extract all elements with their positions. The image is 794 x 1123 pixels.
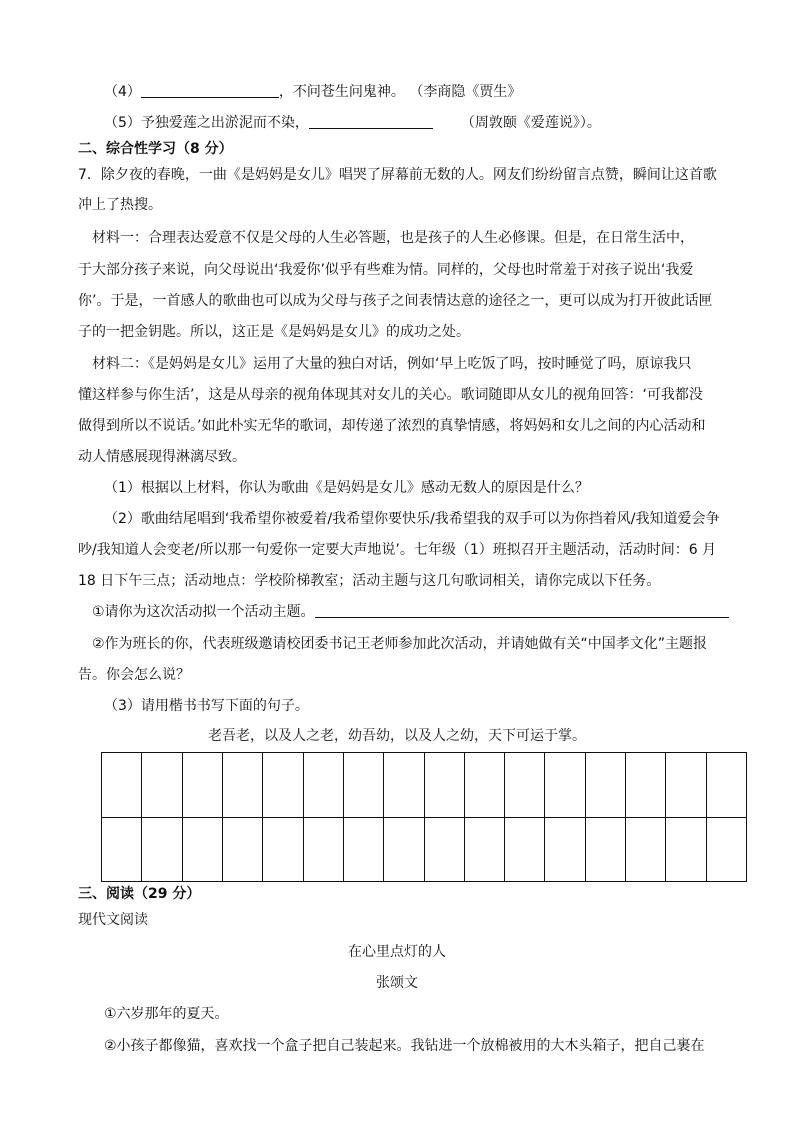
grid-cell[interactable]	[343, 818, 383, 882]
section-2-heading: 二、综合性学习（8 分）	[78, 141, 233, 157]
task-1	[92, 602, 729, 622]
writing-grid-row	[102, 817, 746, 882]
q7-stem-line-1: 7．除夕夜的春晚，一曲《是妈妈是女儿》唱哭了屏幕前无数的人。网友们纷纷留言点赞，瞬间让这首歌	[78, 167, 717, 183]
grid-cell[interactable]	[141, 753, 181, 817]
grid-cell[interactable]	[343, 753, 383, 817]
q5-answer-blank[interactable]	[309, 114, 433, 129]
grid-cell[interactable]	[262, 753, 302, 817]
q5-source: （周敦颐《爱莲说》）。	[460, 115, 601, 131]
grid-cell[interactable]	[665, 753, 705, 817]
grid-cell[interactable]	[182, 818, 222, 882]
task-1-text: ①请你为这次活动拟一个活动主题。	[92, 604, 315, 620]
grid-cell[interactable]	[303, 818, 343, 882]
grid-cell[interactable]	[544, 753, 584, 817]
grid-cell[interactable]	[585, 753, 625, 817]
q5-text: （5）予独爱莲之出淤泥而不染，	[104, 115, 309, 131]
article-title: 在心里点灯的人	[348, 944, 446, 960]
grid-cell[interactable]	[262, 818, 302, 882]
material-2-line-1: 材料二：《是妈妈是女儿》运用了大量的独白对话，例如‘早上吃饭了吗，按时睡觉了吗，原谅我只	[92, 356, 692, 372]
q4-number: （4）	[104, 84, 141, 100]
sub-question-3: （3）请用楷书书写下面的句子。	[104, 698, 309, 714]
material-1-line-1: 材料一：合理表达爱意不仅是父母的人生必答题，也是孩子的人生必修课。但是，在日常生活中，	[92, 230, 694, 246]
q4-text: ，不问苍生问鬼神。 （李商隐《贾生》	[278, 84, 522, 100]
grid-cell[interactable]	[141, 818, 181, 882]
task-2-line-2: 告。你会怎么说？	[78, 667, 190, 683]
sub-question-2-line-2: 吵/我知道人会变老/所以那一句爱你一定要大声地说’。七年级（1）班拟召开主题活动，活动时间：6 月	[78, 542, 717, 558]
material-2-line-3: 做得到所以不说话。’如此朴实无华的歌词，却传递了浓烈的真挚情感，将妈妈和女儿之间的内心活动和	[78, 418, 706, 434]
q4-answer-blank[interactable]	[141, 83, 279, 98]
sub-question-2-line-3: 18 日下午三点；活动地点：学校阶梯教室；活动主题与这几句歌词相关，请你完成以下任务。	[78, 573, 661, 589]
grid-cell[interactable]	[464, 818, 504, 882]
article-paragraph-1: ①六岁那年的夏天。	[104, 1006, 229, 1022]
question-5	[104, 113, 601, 133]
sub-question-1: （1）根据以上材料，你认为歌曲《是妈妈是女儿》感动无数人的原因是什么？	[104, 480, 589, 496]
grid-cell[interactable]	[706, 753, 746, 817]
grid-cell[interactable]	[383, 753, 423, 817]
material-2-line-4: 动人情感展现得淋漓尽致。	[78, 449, 246, 465]
grid-cell[interactable]	[706, 818, 746, 882]
grid-cell[interactable]	[625, 753, 665, 817]
material-1-line-2: 于大部分孩子来说，向父母说出‘我爱你’似乎有些难为情。同样的，父母也时常羞于对孩子说出‘我爱	[78, 262, 694, 278]
article-paragraph-2: ②小孩子都像猫，喜欢找一个盒子把自己装起来。我钻进一个放棉被用的大木头箱子，把自己裹在	[104, 1038, 705, 1054]
grid-cell[interactable]	[665, 818, 705, 882]
task-1-answer-blank[interactable]	[315, 603, 729, 618]
material-1-line-4: 子的一把金钥匙。所以，这正是《是妈妈是女儿》的成功之处。	[78, 324, 470, 340]
sub-question-2-line-1: （2）歌曲结尾唱到‘我希望你被爱着/我希望你要快乐/我希望我的双手可以为你挡着风/我知道爱会争	[104, 511, 720, 527]
grid-cell[interactable]	[182, 753, 222, 817]
grid-cell[interactable]	[585, 818, 625, 882]
material-1-line-3: 你’。于是，一首感人的歌曲也可以成为父母与孩子之间表情达意的途径之一，更可以成为打开彼此话匣	[78, 293, 713, 309]
grid-cell[interactable]	[625, 818, 665, 882]
question-4	[104, 82, 521, 102]
grid-cell[interactable]	[222, 818, 262, 882]
task-2-line-1: ②作为班长的你，代表班级邀请校团委书记王老师参加此次活动，并请她做有关“中国孝文化”主题报	[92, 636, 708, 652]
grid-cell[interactable]	[424, 753, 464, 817]
grid-cell[interactable]	[222, 753, 262, 817]
grid-cell[interactable]	[102, 753, 141, 817]
grid-cell[interactable]	[464, 753, 504, 817]
writing-grid[interactable]	[101, 752, 747, 882]
section-3-heading: 三、阅读（29 分）	[78, 886, 201, 902]
grid-cell[interactable]	[383, 818, 423, 882]
q7-stem-line-2: 冲上了热搜。	[78, 197, 162, 213]
grid-cell[interactable]	[504, 753, 544, 817]
grid-cell[interactable]	[102, 818, 141, 882]
article-author: 张颂文	[376, 975, 418, 991]
copy-sentence: 老吾老，以及人之老，幼吾幼，以及人之幼，天下可运于掌。	[208, 728, 586, 744]
writing-grid-row	[102, 753, 746, 817]
modern-reading-label: 现代文阅读	[78, 912, 148, 928]
grid-cell[interactable]	[544, 818, 584, 882]
grid-cell[interactable]	[424, 818, 464, 882]
grid-cell[interactable]	[504, 818, 544, 882]
material-2-line-2: 懂这样参与你生活’，这是从母亲的视角体现其对女儿的关心。歌词随即从女儿的视角回答：‘可我都没	[78, 387, 703, 403]
grid-cell[interactable]	[303, 753, 343, 817]
